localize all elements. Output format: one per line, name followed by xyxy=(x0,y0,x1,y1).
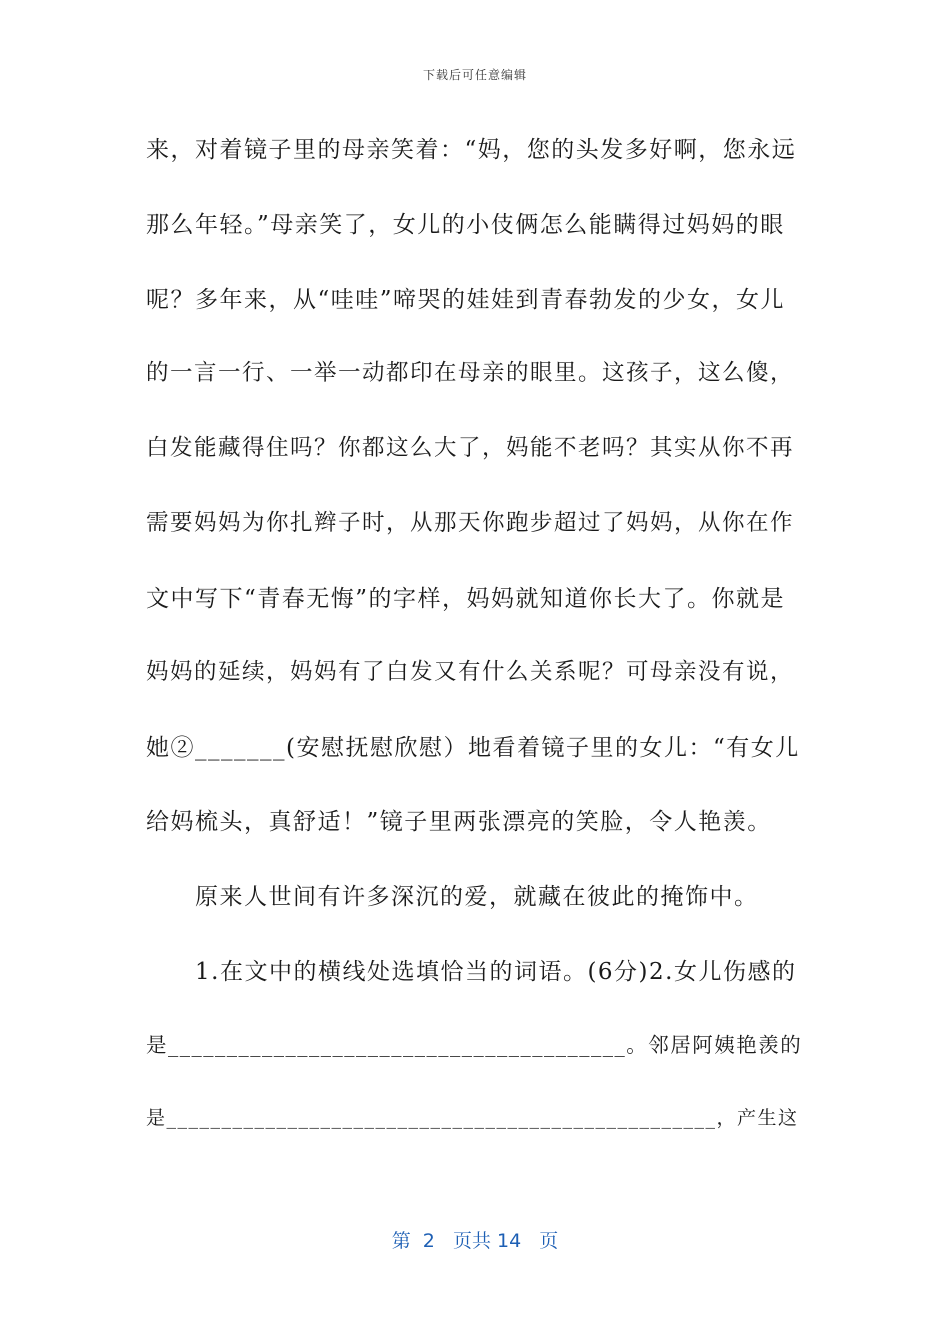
text-line: 她②_______(安慰抚慰欣慰）地看着镜子里的女儿：“有女儿 xyxy=(146,735,800,761)
text-line: 的一言一行、一举一动都印在母亲的眼里。这孩子，这么傻， xyxy=(146,360,795,386)
text-line: 1.在文中的横线处选填恰当的词语。(6分)2.女儿伤感的 xyxy=(146,959,797,985)
text-line: 文中写下“青春无悔”的字样，妈妈就知道你长大了。你就是 xyxy=(146,586,786,612)
text-line: 白发能藏得住吗？你都这么大了，妈能不老吗？其实从你不再 xyxy=(146,435,795,461)
page-footer: 第 2 页共 14 页 xyxy=(391,1230,559,1252)
text-line: 妈妈的延续，妈妈有了白发又有什么关系呢？可母亲没有说， xyxy=(146,659,795,685)
text-line: 那么年轻。”母亲笑了，女儿的小伎俩怎么能瞒得过妈妈的眼 xyxy=(146,212,785,238)
text-line: 是__________________________________________________，产生这 xyxy=(146,1107,799,1129)
text-line: 来，对着镜子里的母亲笑着：“妈，您的头发多好啊，您永远 xyxy=(146,137,797,163)
text-line: 需要妈妈为你扎辫子时，从那天你跑步超过了妈妈，从你在作 xyxy=(146,510,795,536)
page-header: 下载后可任意编辑 xyxy=(422,68,527,82)
text-line: 给妈梳头，真舒适！”镜子里两张漂亮的笑脸，令人艳羡。 xyxy=(146,809,772,835)
text-line: 是_______________________________________。邻居阿姨艳羡的 xyxy=(146,1033,803,1057)
text-line: 原来人世间有许多深沉的爱，就藏在彼此的掩饰中。 xyxy=(146,884,759,910)
text-line: 呢？多年来，从“哇哇”啼哭的娃娃到青春勃发的少女，女儿 xyxy=(146,287,786,313)
